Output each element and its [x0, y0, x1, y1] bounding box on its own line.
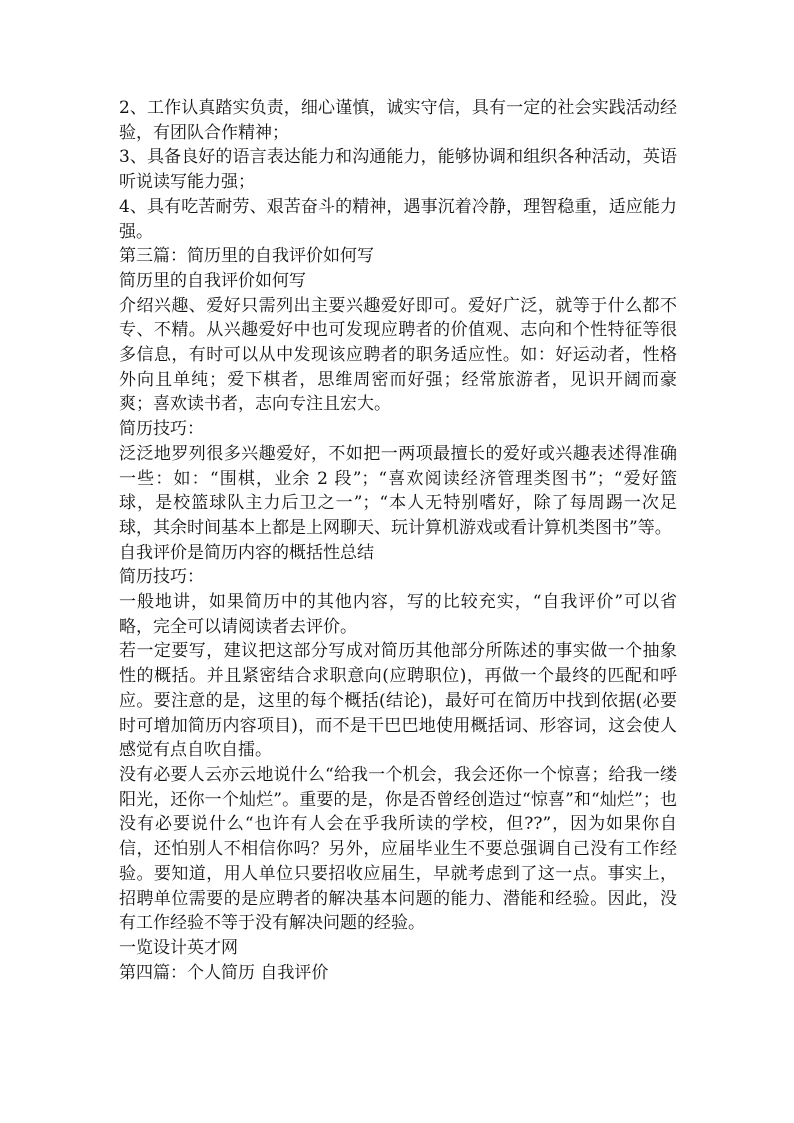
label-resume-tips-1: 简历技巧：: [119, 419, 204, 440]
paragraph-hobbies: 介绍兴趣、爱好只需列出主要兴趣爱好即可。爱好广泛，就等于什么都不专、不精。从兴趣爱好中也可发现应聘者的价值观、志向和个性特征等很多信息，有时可以从中发现该应聘者的职务适应性。如：好运动者，性格外向且单纯；爱下棋者，思维周密而好强；经常旅游者，见识开阔而豪爽；喜欢读书者，志向专注且宏大。: [119, 295, 677, 415]
paragraph-item-4: 4、具有吃苦耐劳、艰苦奋斗的精神，遇事沉着冷静，理智稳重，适应能力强。: [119, 196, 677, 242]
subheading-summary: 自我评价是简历内容的概括性总结: [119, 542, 374, 563]
subheading-self-evaluation: 简历里的自我评价如何写: [119, 270, 306, 291]
document-page: [119, 96, 677, 985]
label-resume-tips-2: 简历技巧：: [119, 567, 204, 588]
section-heading-4: 第四篇：个人简历 自我评价: [119, 962, 329, 983]
paragraph-hobby-examples: 泛泛地罗列很多兴趣爱好，不如把一两项最擅长的爱好或兴趣表述得准确一些：如：“围棋，业余 2 段”；“喜欢阅读经济管理类图书”；“爱好篮球，是校篮球队主力后卫之一”；“本人无特别嗜好，除了每周踢一次足球，其余时间基本上都是上网聊天、玩计算机游戏或看计算机类图书”等。: [119, 443, 677, 538]
paragraph-item-3: 3、具备良好的语言表达能力和沟通能力，能够协调和组织各种活动，英语听说读写能力强；: [119, 147, 677, 193]
paragraph-item-2: 2、工作认真踏实负责，细心谨慎，诚实守信，具有一定的社会实践活动经验，有团队合作精神；: [119, 98, 677, 143]
paragraph-no-cliches: 没有必要人云亦云地说什么“给我一个机会，我会还你一个惊喜；给我一缕阳光，还你一个灿烂”。重要的是，你是否曾经创造过“惊喜”和“灿烂”；也没有必要说什么“也许有人会在乎我所读的学校，但??”，因为如果你自信，还怕别人不相信你吗？另外，应届毕业生不要总强调自己没有工作经验。要知道，用人单位只要招收应届生，早就考虑到了这一点。事实上，招聘单位需要的是应聘者的解决基本问题的能力、潜能和经验。因此，没有工作经验不等于没有解决问题的经验。: [119, 764, 677, 934]
paragraph-omit-evaluation: 一般地讲，如果简历中的其他内容，写的比较充实，“自我评价”可以省略，完全可以请阅读者去评价。: [119, 592, 677, 637]
paragraph-abstract-summary: 若一定要写，建议把这部分写成对简历其他部分所陈述的事实做一个抽象性的概括。并且紧密结合求职意向(应聘职位)，再做一个最终的匹配和呼应。要注意的是，这里的每个概括(结论)，最好可在简历中找到依据(必要时可增加简历内容项目)，而不是干巴巴地使用概括词、形容词，这会使人感觉有点自吹自擂。: [119, 641, 677, 761]
source-line: 一览设计英才网: [119, 937, 238, 958]
section-heading-3: 第三篇：简历里的自我评价如何写: [119, 246, 374, 267]
